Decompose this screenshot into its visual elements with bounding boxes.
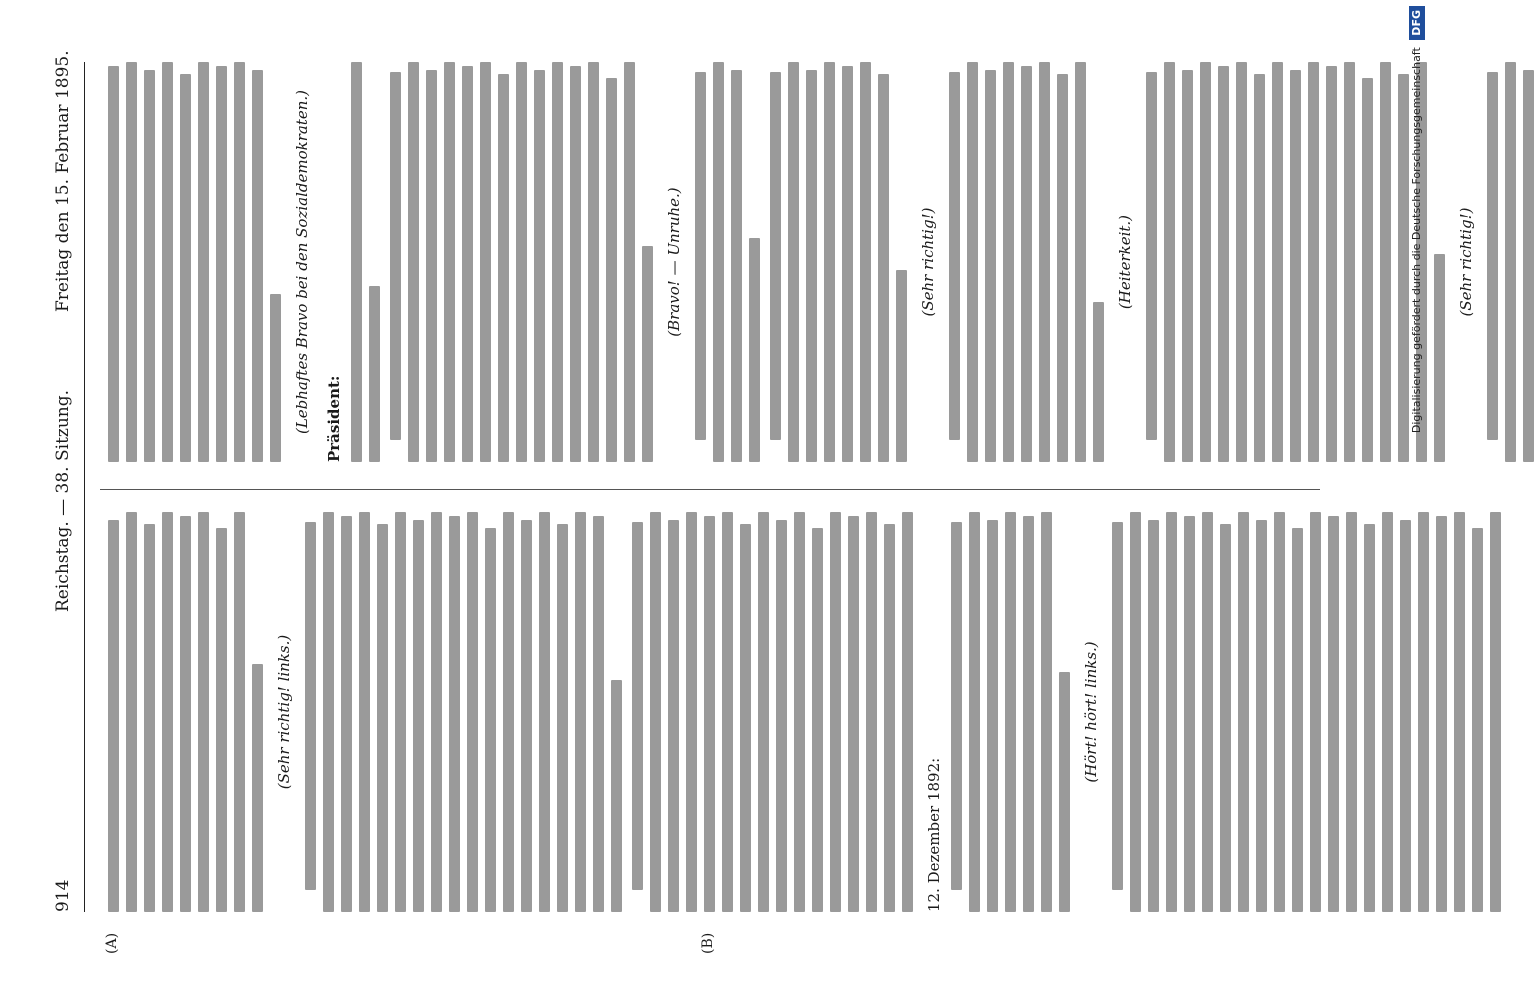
paragraph	[770, 62, 907, 462]
paragraph	[1146, 62, 1445, 462]
paragraph	[108, 512, 263, 912]
quotation	[951, 512, 1070, 912]
interjection: (Hört! hört! links.)	[1082, 641, 1100, 783]
header-rule	[84, 62, 85, 912]
president-label: Präsident:	[325, 375, 343, 462]
digitization-stamp	[1406, 6, 1428, 996]
paragraph	[949, 62, 1104, 462]
dfg-logo: DFG	[1409, 6, 1425, 40]
margin-marker-b: (B)	[700, 932, 716, 954]
interjection: (Sehr richtig!)	[919, 207, 937, 317]
paragraph	[1487, 62, 1534, 462]
column-divider	[100, 489, 1320, 490]
date-line: 12. Dezember 1892:	[925, 757, 943, 912]
paragraph	[632, 512, 913, 912]
interjection: (Bravo! — Unruhe.)	[665, 187, 683, 337]
paragraph	[695, 62, 760, 462]
session-date: Freitag den 15. Februar 1895.	[53, 50, 73, 312]
page-number: 914	[53, 879, 73, 912]
interjection: (Sehr richtig! links.)	[275, 634, 293, 790]
text-column-left	[102, 512, 1312, 912]
stamp-text: Digitalisierung gefördert durch die Deutsche Forschungsgemeinschaft	[1410, 47, 1423, 434]
session-title: Reichstag. — 38. Sitzung.	[53, 389, 73, 612]
interjection: (Heiterkeit.)	[1116, 214, 1134, 310]
speech	[390, 62, 653, 462]
paragraph	[108, 62, 281, 462]
speaker-line	[323, 62, 345, 462]
interjection: (Lebhaftes Bravo bei den Sozialdemokraten.)	[293, 89, 311, 435]
paragraph	[1112, 512, 1501, 912]
paragraph	[305, 512, 622, 912]
interjection: (Sehr richtig!)	[1457, 207, 1475, 317]
page-header	[48, 50, 78, 912]
paragraph	[351, 62, 380, 462]
margin-marker-a: (A)	[104, 932, 120, 954]
